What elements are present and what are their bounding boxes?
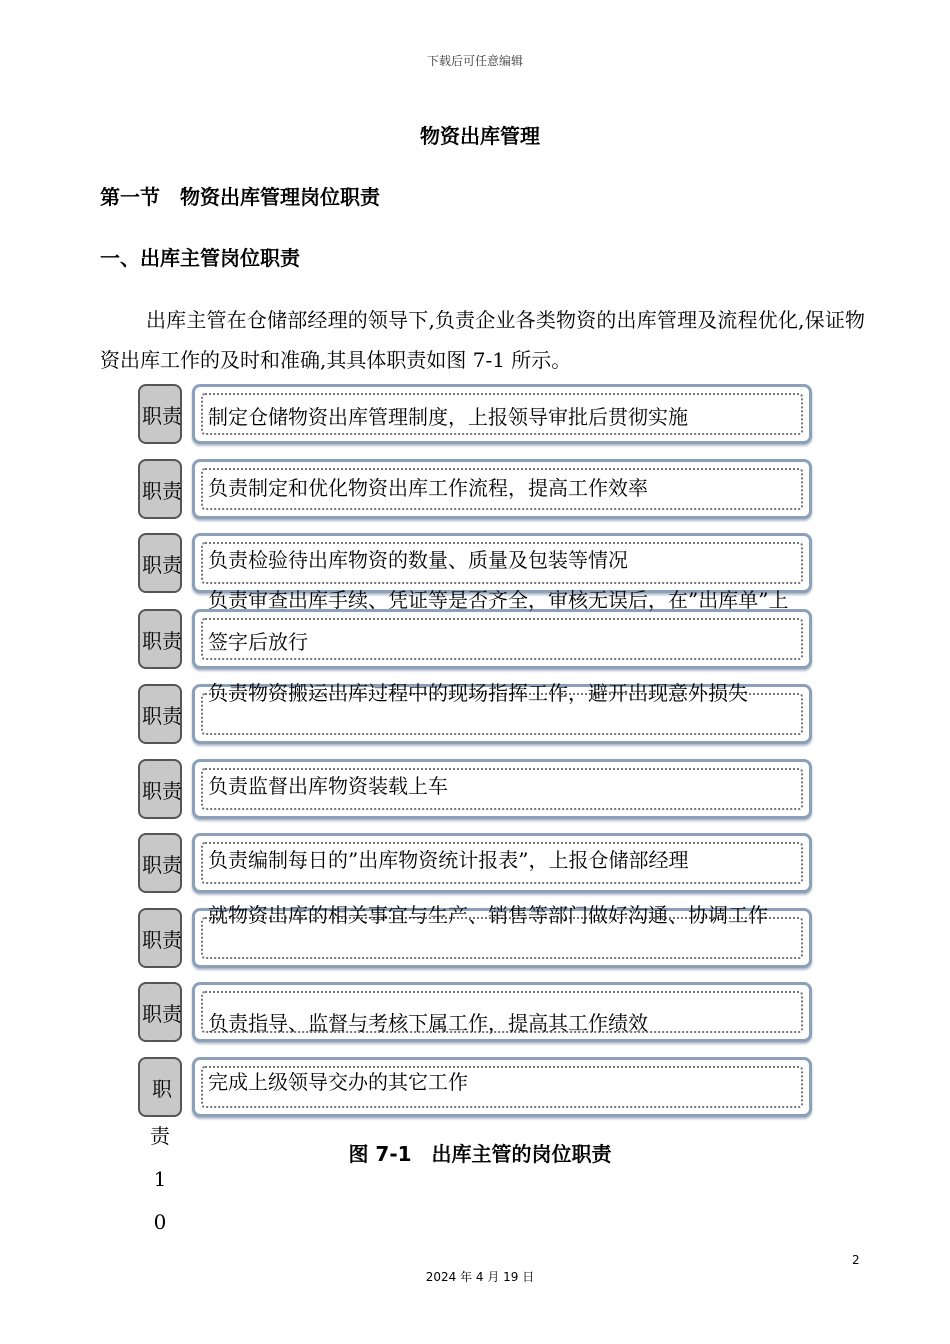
- duty-tag: [138, 982, 182, 1042]
- page-number: 2: [852, 1253, 860, 1267]
- duty-row: [138, 588, 818, 675]
- duty-tag-label: 职责: [142, 479, 182, 503]
- duty-row: [138, 903, 818, 974]
- intro-paragraph: 出库主管在仓储部经理的领导下,负责企业各类物资的出库管理及流程优化,保证物资出库工作的及时和准确,其具体职责如图 7-1 所示。: [100, 308, 865, 372]
- duty-tag: [138, 759, 182, 819]
- duty-tag: [138, 1057, 182, 1117]
- duty-row: [138, 1057, 818, 1123]
- duty-tag-label: 职责: [142, 779, 182, 803]
- tag-overflow-char: 0: [153, 1210, 167, 1234]
- tag-overflow-char: 1: [153, 1167, 167, 1191]
- duty-tag-label: 职责: [142, 928, 182, 952]
- duty-text: 负责编制每日的”出库物资统计报表”，上报仓储部经理: [208, 848, 689, 872]
- duty-tag-label: 职责: [142, 853, 182, 877]
- duty-row: [138, 833, 818, 899]
- duty-tag-label: 职责: [142, 629, 182, 653]
- header-note: 下载后可任意编辑: [426, 54, 523, 68]
- duty-tag: [138, 459, 182, 519]
- duty-tag-label: 职责: [142, 1002, 182, 1026]
- duty-text: 负责物资搬运出库过程中的现场指挥工作，避开出现意外损失: [208, 681, 748, 705]
- duty-text: 负责指导、监督与考核下属工作，提高其工作绩效: [208, 1011, 648, 1035]
- duty-row: [138, 759, 818, 825]
- duty-tag: [138, 908, 182, 968]
- duty-text: 负责监督出库物资装载上车: [208, 774, 448, 798]
- duty-tag: [138, 833, 182, 893]
- duty-row: [138, 384, 818, 450]
- subsection-heading: 一、出库主管岗位职责: [100, 246, 300, 270]
- duty-row: [138, 681, 818, 750]
- duty-tag-label: 职责: [142, 553, 182, 577]
- duty-tag-label: 职责: [142, 704, 182, 728]
- duty-tag: [138, 609, 182, 669]
- duty-tag-label: 职责: [142, 404, 182, 428]
- duty-row: [138, 982, 818, 1048]
- duty-text: 制定仓储物资出库管理制度，上报领导审批后贯彻实施: [208, 405, 688, 429]
- duty-tag: [138, 384, 182, 444]
- duty-text: 就物资出库的相关事宜与生产、销售等部门做好沟通、协调工作: [208, 903, 768, 927]
- document-title: 物资出库管理: [420, 124, 540, 148]
- figure-caption: 图 7-1 出库主管的岗位职责: [348, 1142, 612, 1166]
- duty-text: 负责检验待出库物资的数量、质量及包装等情况: [208, 548, 628, 572]
- section-heading: 第一节 物资出库管理岗位职责: [100, 185, 380, 209]
- duty-text: 负责审查出库手续、凭证等是否齐全，审核无误后，在”出库单”上签字后放行: [208, 588, 789, 654]
- footer-date: 2024 年 4 月 19 日: [425, 1270, 535, 1284]
- duty-tag: [138, 533, 182, 593]
- duty-text: 负责制定和优化物资出库工作流程，提高工作效率: [208, 476, 648, 500]
- tag-overflow-char: 责: [150, 1124, 170, 1148]
- duty-row: [138, 459, 818, 525]
- duty-text: 完成上级领导交办的其它工作: [208, 1070, 468, 1094]
- duty-tag: [138, 684, 182, 744]
- duty-tag-label: 职: [152, 1077, 172, 1101]
